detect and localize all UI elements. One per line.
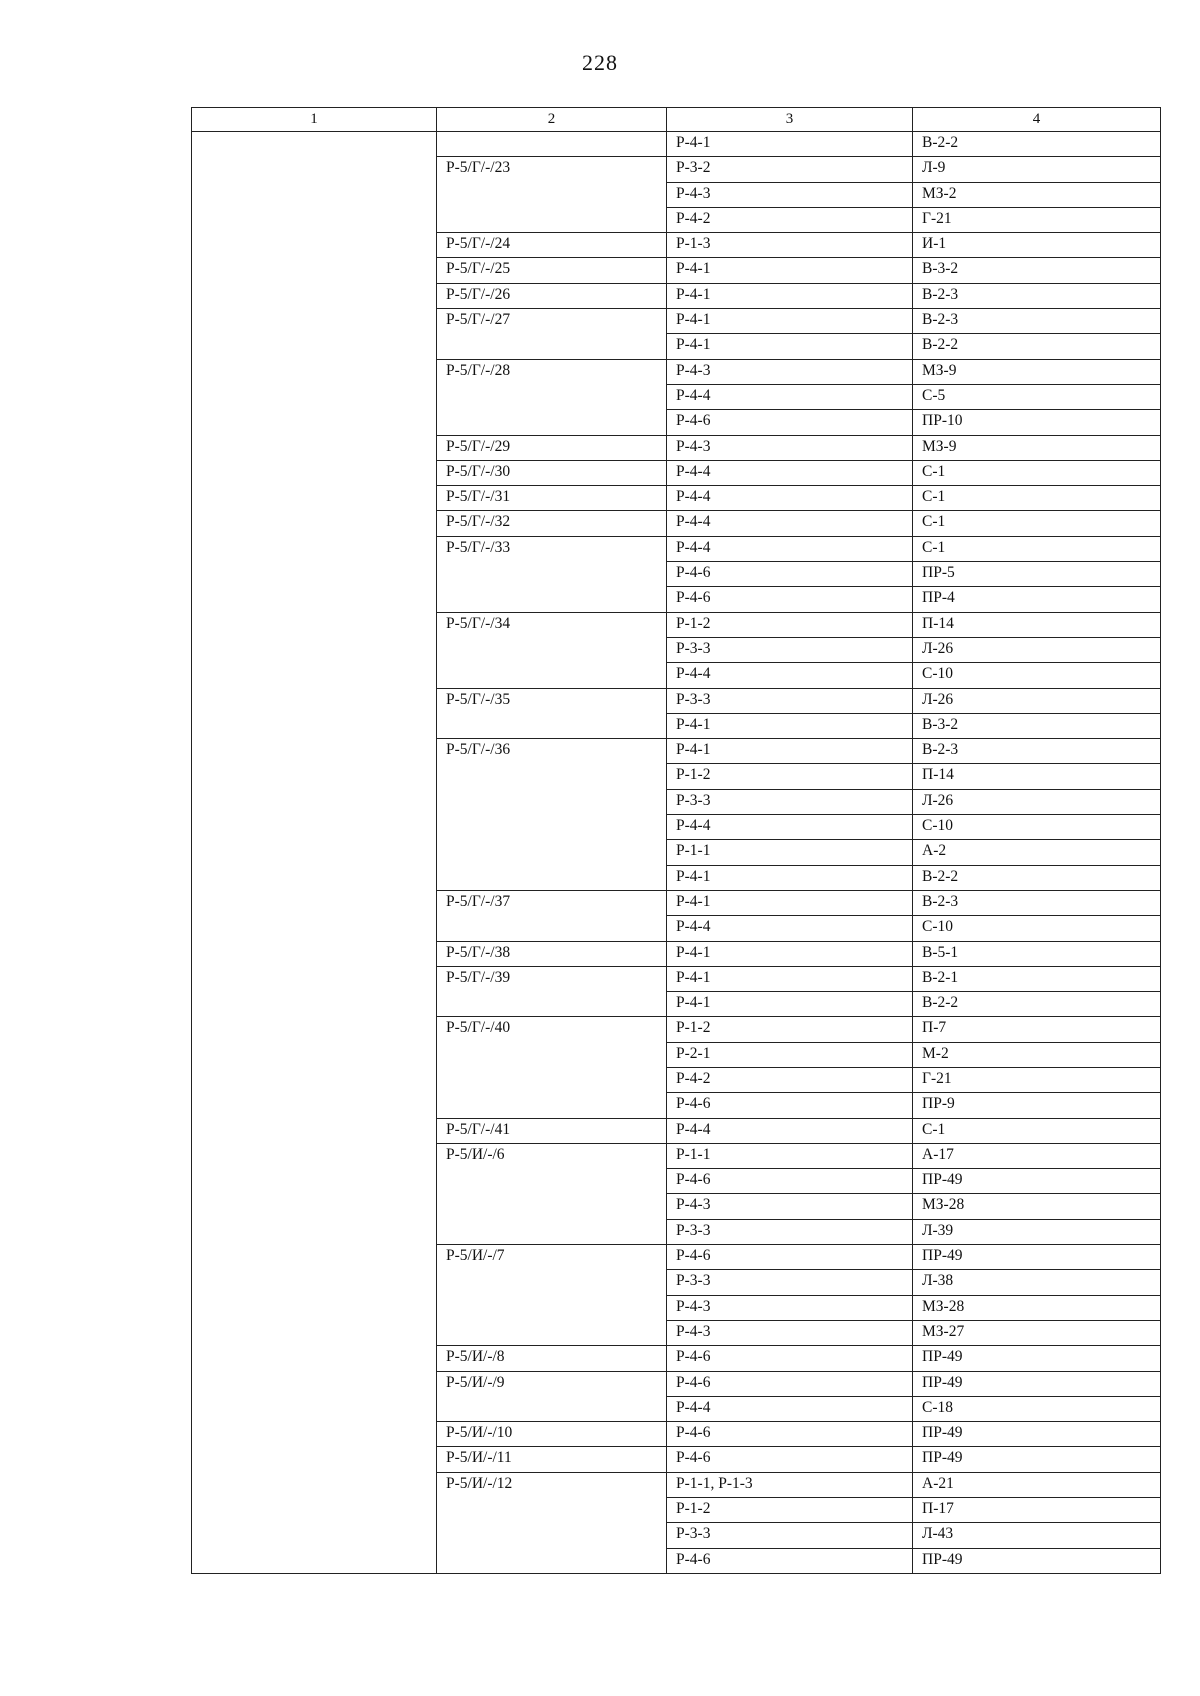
column-3-cell: Р-4-4 [667,916,913,941]
column-3-cell: Р-4-4 [667,511,913,536]
group-code-cell: Р-5/И/-/12 [437,1472,667,1573]
column-4-cell: В-3-2 [913,258,1161,283]
column-3-cell: Р-1-3 [667,233,913,258]
column-header-3: 3 [667,108,913,132]
column-3-cell: Р-4-4 [667,815,913,840]
group-code-cell: Р-5/Г/-/39 [437,966,667,1017]
column-4-cell: В-2-3 [913,309,1161,334]
column-3-cell: Р-4-1 [667,739,913,764]
column-4-cell: МЗ-2 [913,182,1161,207]
column-3-cell: Р-1-2 [667,612,913,637]
column-4-cell: С-10 [913,815,1161,840]
page-number: 228 [582,50,618,75]
group-code-cell: Р-5/Г/-/29 [437,435,667,460]
group-code-cell: Р-5/Г/-/36 [437,739,667,891]
column-4-cell: С-1 [913,460,1161,485]
column-4-cell: В-2-3 [913,739,1161,764]
column-4-cell: МЗ-28 [913,1194,1161,1219]
column-3-cell: Р-4-1 [667,283,913,308]
column-3-cell: Р-3-3 [667,1270,913,1295]
column-4-cell: ПР-49 [913,1371,1161,1396]
column-3-cell: Р-4-3 [667,1194,913,1219]
group-code-cell: Р-5/Г/-/24 [437,233,667,258]
group-code-cell: Р-5/Г/-/25 [437,258,667,283]
table-body [192,132,1161,1574]
column-3-cell: Р-4-4 [667,1118,913,1143]
column-4-cell: МЗ-28 [913,1295,1161,1320]
column-4-cell: МЗ-9 [913,359,1161,384]
column-3-cell: Р-4-1 [667,258,913,283]
column-4-cell: Л-26 [913,688,1161,713]
column-4-cell: ПР-49 [913,1346,1161,1371]
column-3-cell: Р-4-3 [667,359,913,384]
column-4-cell: П-17 [913,1498,1161,1523]
group-code-cell: Р-5/Г/-/32 [437,511,667,536]
column-3-cell: Р-1-1 [667,840,913,865]
column-1-cell [192,132,437,1574]
group-code-cell: Р-5/Г/-/27 [437,309,667,360]
column-4-cell: В-2-3 [913,283,1161,308]
column-3-cell: Р-4-1 [667,992,913,1017]
column-3-cell: Р-4-4 [667,460,913,485]
column-3-cell: Р-4-6 [667,1371,913,1396]
column-4-cell: ПР-49 [913,1245,1161,1270]
column-4-cell: С-18 [913,1396,1161,1421]
column-4-cell: С-10 [913,663,1161,688]
column-4-cell: С-5 [913,384,1161,409]
header-row [192,108,1161,132]
column-3-cell: Р-4-1 [667,713,913,738]
column-3-cell: Р-4-1 [667,334,913,359]
column-4-cell: Л-39 [913,1219,1161,1244]
column-4-cell: С-1 [913,1118,1161,1143]
column-4-cell: С-10 [913,916,1161,941]
column-4-cell: И-1 [913,233,1161,258]
group-code-cell: Р-5/Г/-/35 [437,688,667,739]
column-3-cell: Р-3-2 [667,157,913,182]
column-3-cell: Р-4-4 [667,384,913,409]
group-code-cell: Р-5/Г/-/30 [437,460,667,485]
column-4-cell: А-2 [913,840,1161,865]
column-4-cell: Л-26 [913,637,1161,662]
column-3-cell: Р-1-1 [667,1143,913,1168]
group-code-cell: Р-5/Г/-/23 [437,157,667,233]
column-4-cell: Л-26 [913,789,1161,814]
column-3-cell: Р-1-2 [667,1498,913,1523]
column-4-cell: С-1 [913,486,1161,511]
column-4-cell: В-2-2 [913,865,1161,890]
column-4-cell: П-7 [913,1017,1161,1042]
column-header-4: 4 [913,108,1161,132]
group-code-cell: Р-5/Г/-/40 [437,1017,667,1118]
column-4-cell: ПР-49 [913,1422,1161,1447]
column-3-cell: Р-4-6 [667,1093,913,1118]
column-3-cell: Р-4-6 [667,1245,913,1270]
column-3-cell: Р-1-2 [667,1017,913,1042]
column-4-cell: А-21 [913,1472,1161,1497]
group-code-cell: Р-5/Г/-/33 [437,536,667,612]
column-4-cell: П-14 [913,612,1161,637]
column-4-cell: В-2-3 [913,890,1161,915]
column-4-cell: В-3-2 [913,713,1161,738]
group-code-cell: Р-5/Г/-/34 [437,612,667,688]
column-3-cell: Р-4-3 [667,1320,913,1345]
column-4-cell: С-1 [913,536,1161,561]
column-3-cell: Р-4-3 [667,435,913,460]
column-3-cell: Р-4-4 [667,486,913,511]
column-3-cell: Р-1-2 [667,764,913,789]
column-4-cell: П-14 [913,764,1161,789]
column-4-cell: ПР-49 [913,1447,1161,1472]
column-header-2: 2 [437,108,667,132]
column-header-1: 1 [192,108,437,132]
column-3-cell: Р-3-3 [667,1523,913,1548]
group-code-cell: Р-5/И/-/11 [437,1447,667,1472]
column-3-cell: Р-4-6 [667,1447,913,1472]
column-3-cell: Р-4-6 [667,587,913,612]
column-4-cell: ПР-4 [913,587,1161,612]
column-4-cell: В-2-2 [913,992,1161,1017]
column-3-cell: Р-4-2 [667,207,913,232]
column-3-cell: Р-4-4 [667,536,913,561]
column-3-cell: Р-4-6 [667,410,913,435]
column-4-cell: МЗ-27 [913,1320,1161,1345]
column-4-cell: В-2-1 [913,966,1161,991]
column-3-cell: Р-4-4 [667,1396,913,1421]
column-4-cell: ПР-49 [913,1169,1161,1194]
column-3-cell: Р-4-1 [667,865,913,890]
column-3-cell: Р-4-6 [667,562,913,587]
data-table [191,107,1161,1574]
group-code-cell: Р-5/И/-/10 [437,1422,667,1447]
column-4-cell: М-2 [913,1042,1161,1067]
column-3-cell: Р-4-1 [667,890,913,915]
column-4-cell: В-2-2 [913,132,1161,157]
column-3-cell: Р-3-3 [667,789,913,814]
column-4-cell: ПР-10 [913,410,1161,435]
column-4-cell: Л-38 [913,1270,1161,1295]
group-code-cell: Р-5/И/-/6 [437,1143,667,1244]
column-3-cell: Р-4-1 [667,941,913,966]
column-3-cell: Р-4-3 [667,182,913,207]
group-code-cell: Р-5/И/-/9 [437,1371,667,1422]
column-4-cell: С-1 [913,511,1161,536]
column-3-cell: Р-3-3 [667,688,913,713]
column-4-cell: ПР-9 [913,1093,1161,1118]
column-3-cell: Р-4-6 [667,1548,913,1573]
column-3-cell: Р-4-1 [667,132,913,157]
column-3-cell: Р-4-6 [667,1346,913,1371]
column-3-cell: Р-4-3 [667,1295,913,1320]
group-code-cell: Р-5/Г/-/26 [437,283,667,308]
group-code-cell: Р-5/Г/-/31 [437,486,667,511]
column-4-cell: МЗ-9 [913,435,1161,460]
column-4-cell: В-5-1 [913,941,1161,966]
column-3-cell: Р-2-1 [667,1042,913,1067]
column-4-cell: Л-9 [913,157,1161,182]
column-3-cell: Р-1-1, Р-1-3 [667,1472,913,1497]
column-4-cell: В-2-2 [913,334,1161,359]
group-code-cell: Р-5/И/-/8 [437,1346,667,1371]
table-row [192,132,1161,157]
column-3-cell: Р-4-1 [667,966,913,991]
column-3-cell: Р-4-6 [667,1169,913,1194]
column-4-cell: ПР-5 [913,562,1161,587]
column-4-cell: ПР-49 [913,1548,1161,1573]
column-4-cell: Г-21 [913,1067,1161,1092]
group-code-cell: Р-5/И/-/7 [437,1245,667,1346]
group-code-cell: Р-5/Г/-/28 [437,359,667,435]
column-3-cell: Р-3-3 [667,637,913,662]
column-3-cell: Р-4-2 [667,1067,913,1092]
column-4-cell: Г-21 [913,207,1161,232]
column-3-cell: Р-3-3 [667,1219,913,1244]
column-4-cell: А-17 [913,1143,1161,1168]
column-3-cell: Р-4-1 [667,309,913,334]
column-4-cell: Л-43 [913,1523,1161,1548]
group-code-cell: Р-5/Г/-/41 [437,1118,667,1143]
group-code-cell [437,132,667,157]
column-3-cell: Р-4-4 [667,663,913,688]
group-code-cell: Р-5/Г/-/38 [437,941,667,966]
column-3-cell: Р-4-6 [667,1422,913,1447]
group-code-cell: Р-5/Г/-/37 [437,890,667,941]
